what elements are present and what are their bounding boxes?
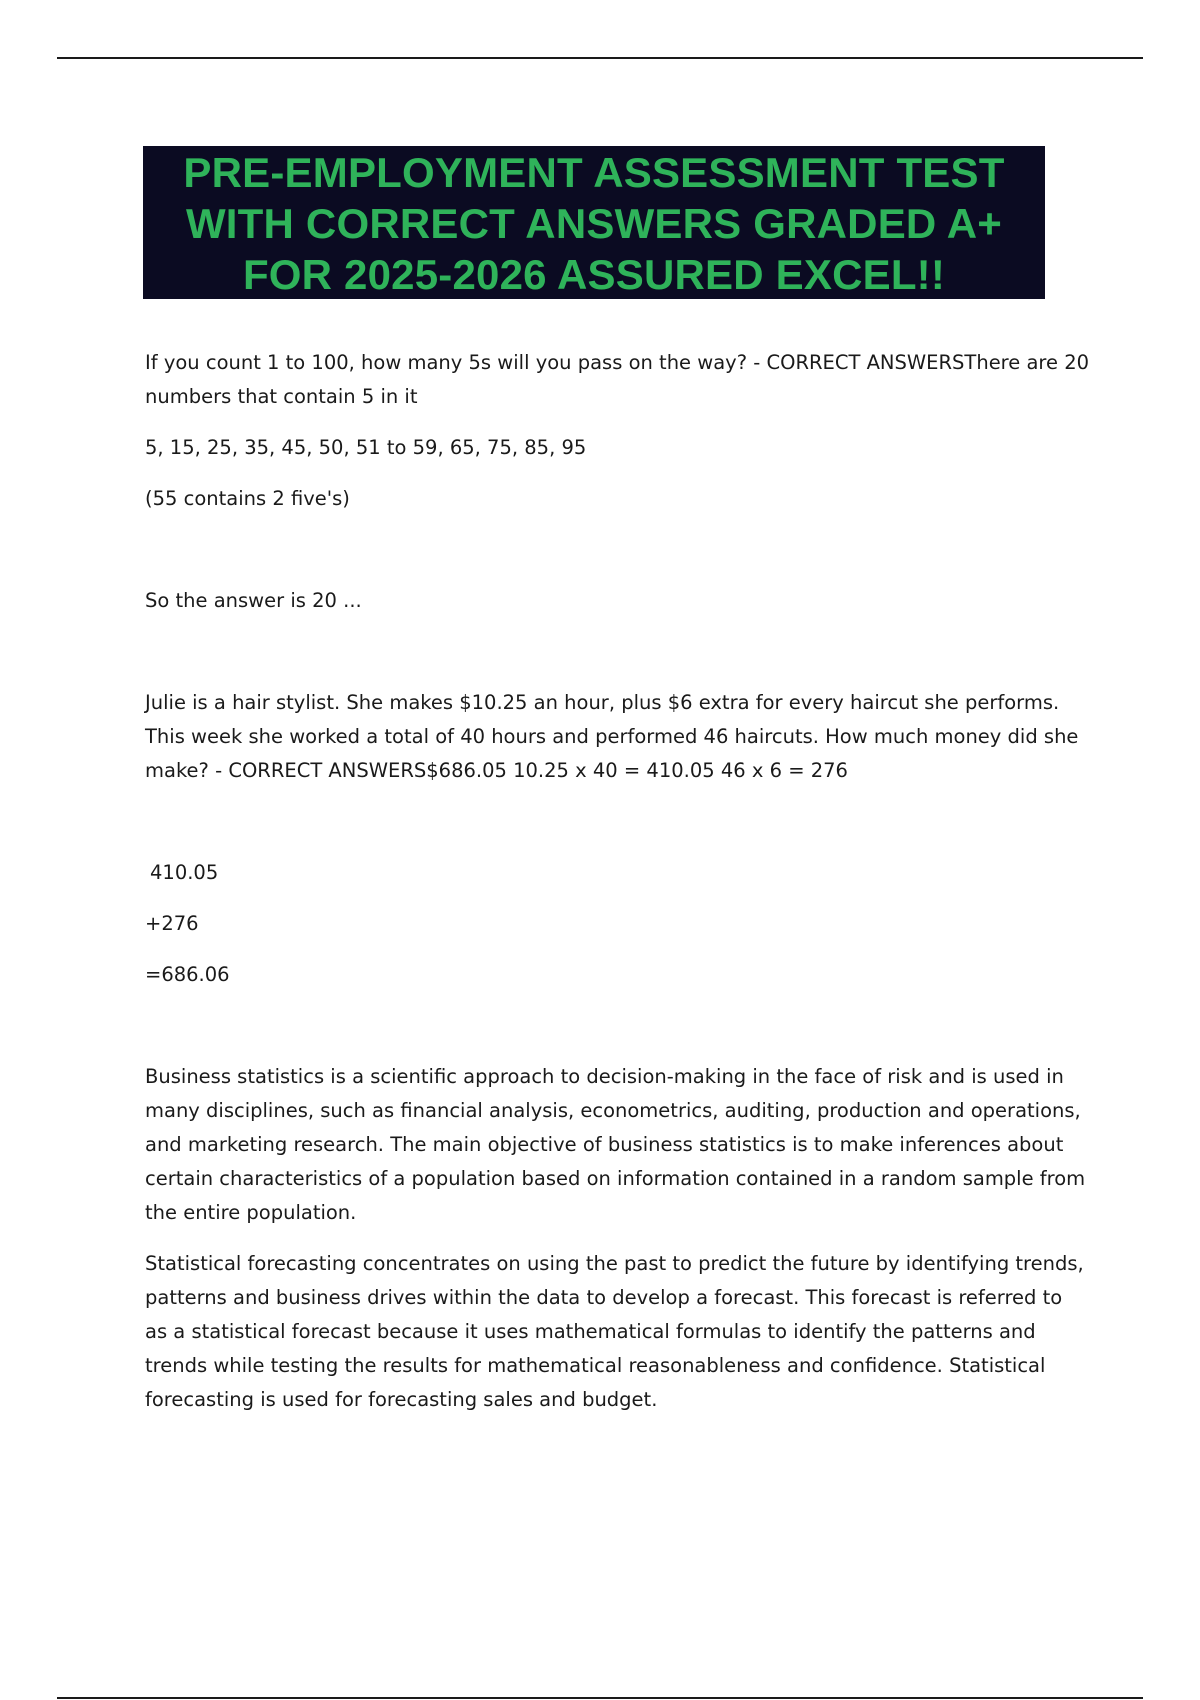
question-1-text: If you count 1 to 100, how many 5s will you pass on the way? - CORRECT ANSWERSThere are 20 numbers that contain 5 in it: [145, 351, 1090, 408]
spacer: [145, 533, 1090, 584]
question-2-text: Julie is a hair stylist. She makes $10.25 an hour, plus $6 extra for every haircut she performs. This week she worked a total of 40 hours and performed 46 haircuts. How much money did she make? - CORRECT ANSWERS$686.05 10.25 x 40 = 410.05 46 x 6 = 276: [145, 691, 1079, 782]
question-1-list: 5, 15, 25, 35, 45, 50, 51 to 59, 65, 75, 85, 95: [145, 436, 587, 459]
question-2-calc-line-2: +276: [145, 912, 199, 935]
business-statistics-paragraph: Business statistics is a scientific approach to decision-making in the face of risk and is used in many disciplines, such as financial analysis, econometrics, auditing, production and operations, and marketing research. The main objective of business statistics is to make inferences about certain characteristics of a population based on information contained in a random sample from the entire population.: [145, 1065, 1086, 1224]
question-1-note: (55 contains 2 five's): [145, 487, 350, 510]
document-body: [145, 346, 1090, 1434]
spacer: [145, 635, 1090, 686]
spacer: [145, 1009, 1090, 1060]
spacer: [145, 805, 1090, 856]
title-line-2: WITH CORRECT ANSWERS GRADED A+: [185, 200, 1003, 247]
title-line-1: PRE-EMPLOYMENT ASSESSMENT TEST: [183, 149, 1005, 196]
question-1-conclusion: So the answer is 20 ...: [145, 589, 362, 612]
question-2-calc-line-1: 410.05: [150, 861, 219, 884]
statistical-forecasting-paragraph: Statistical forecasting concentrates on using the past to predict the future by identifying trends, patterns and business drives within the data to develop a forecast. This forecast is referred to as a statistical forecast because it uses mathematical formulas to identify the patterns and trends while testing the results for mathematical reasonableness and confidence. Statistical forecasting is used for forecasting sales and budget.: [145, 1252, 1084, 1411]
top-rule: [57, 57, 1143, 59]
title-line-3: FOR 2025-2026 ASSURED EXCEL!!: [242, 251, 946, 298]
title-banner: [143, 146, 1045, 299]
bottom-rule: [57, 1697, 1143, 1699]
question-2-calc-line-3: =686.06: [145, 963, 230, 986]
